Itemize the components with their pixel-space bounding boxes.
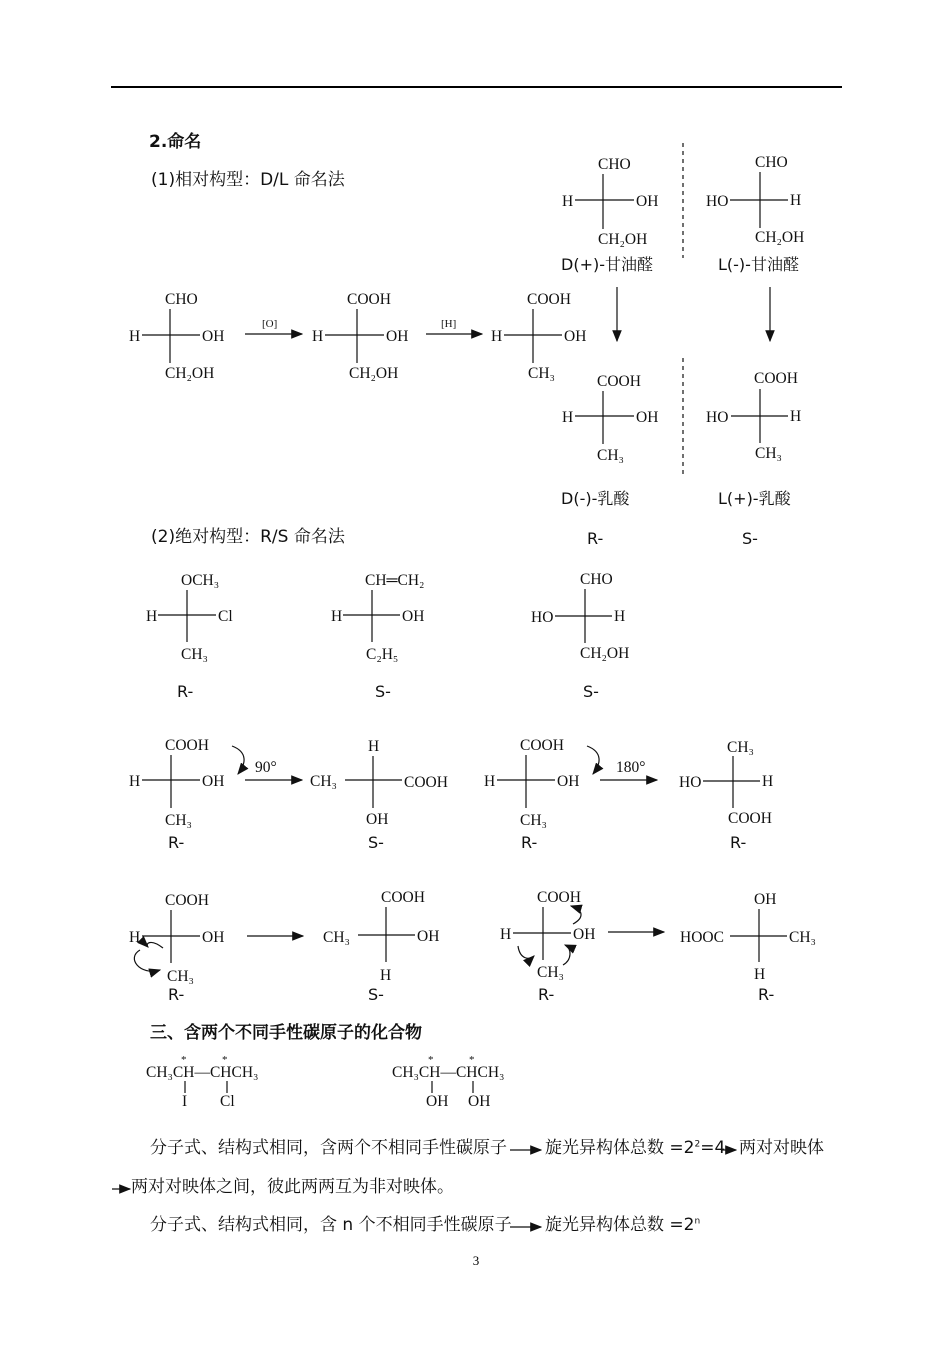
swap-curve-2b xyxy=(518,946,534,958)
r4b-h: H xyxy=(368,738,380,755)
r2-h: H xyxy=(129,328,141,345)
example-vinyl xyxy=(331,572,424,701)
r5a-cooh: COOH xyxy=(165,892,209,909)
d-lac-cooh: COOH xyxy=(597,373,641,390)
r2c-h: H xyxy=(491,328,503,345)
d-lac-h: H xyxy=(562,409,574,426)
l-lac-ho: HO xyxy=(706,409,729,426)
r4c-oh: OH xyxy=(557,773,580,790)
swap-after-2 xyxy=(680,891,816,1004)
l-gly-ho: HO xyxy=(706,193,729,210)
ex1-och3: OCH₃ xyxy=(181,572,220,589)
rot90-before xyxy=(129,737,224,852)
r4c-cooh: COOH xyxy=(520,737,564,754)
l-glyceraldehyde xyxy=(706,154,804,274)
c2-main: CH₃CH—CHCH₃ xyxy=(392,1064,505,1081)
reagent-reduction: [H] xyxy=(441,318,457,330)
r5b-h: H xyxy=(380,967,392,984)
ex2-c2h5: C₂H₅ xyxy=(366,646,399,663)
rotate-180-curve xyxy=(587,746,599,774)
ex3-ch2oh: CH₂OH xyxy=(580,645,630,662)
r4c-ch3: CH₃ xyxy=(520,812,547,829)
l-lac-ch3: CH₃ xyxy=(755,445,782,462)
d-lac-config: R- xyxy=(587,529,604,548)
rot90-after xyxy=(310,738,448,852)
d-glyceraldehyde xyxy=(561,156,658,274)
r4d-config: R- xyxy=(730,833,747,852)
para1-total: 旋光异构体总数 =2 xyxy=(545,1138,695,1158)
r5c-h: H xyxy=(500,926,512,943)
ex3-config: S- xyxy=(583,682,599,701)
r5d-config: R- xyxy=(758,985,775,1004)
ex1-cl: Cl xyxy=(218,608,233,625)
section-three-title: 三、含两个不同手性碳原子的化合物 xyxy=(150,1023,422,1043)
r4a-config: R- xyxy=(168,833,185,852)
rotate-90-curve xyxy=(232,746,244,774)
swap-curve-2c xyxy=(563,945,570,965)
r5a-h: H xyxy=(129,929,141,946)
r4b-config: S- xyxy=(368,833,384,852)
r5d-h: H xyxy=(754,966,766,983)
r4d-cooh: COOH xyxy=(728,810,772,827)
para3-text-a: 分子式、结构式相同，含 n 个不相同手性碳原子 xyxy=(150,1215,512,1235)
r2b-ch2oh: CH₂OH xyxy=(349,365,399,382)
r5c-oh: OH xyxy=(573,926,596,943)
c2-oh-2: OH xyxy=(468,1093,491,1110)
r4a-h: H xyxy=(129,773,141,790)
c2-star-1: * xyxy=(428,1054,434,1066)
c1-main: CH₃CH—CHCH₃ xyxy=(146,1064,259,1081)
para1-result: =4 xyxy=(700,1138,726,1158)
r4a-oh: OH xyxy=(202,773,225,790)
ex2-vinyl: CH═CH₂ xyxy=(365,572,425,589)
page-number: 3 xyxy=(472,1253,480,1268)
ex3-h: H xyxy=(614,608,626,625)
swap-curve-1 xyxy=(134,950,160,971)
r4c-config: R- xyxy=(521,833,538,852)
l-lac-name: L(+)-乳酸 xyxy=(718,489,791,508)
c1-iodo: I xyxy=(182,1093,188,1110)
l-gly-name: L(-)-甘油醛 xyxy=(718,255,799,274)
ex1-config: R- xyxy=(177,682,194,701)
ex2-config: S- xyxy=(375,682,391,701)
row2-lactic-acid xyxy=(491,291,586,382)
ex3-cho: CHO xyxy=(580,571,613,588)
l-lac-cooh: COOH xyxy=(754,370,798,387)
r2-cho: CHO xyxy=(165,291,198,308)
l-lactic-acid xyxy=(706,370,801,548)
rot180-before xyxy=(484,737,579,852)
r5b-oh: OH xyxy=(417,928,440,945)
r5c-cooh: COOH xyxy=(537,889,581,906)
subsection-absolute: (2)绝对构型：R/S 命名法 xyxy=(151,527,345,547)
swap-curve-2a xyxy=(571,906,581,924)
r5b-ch3: CH₃ xyxy=(323,929,350,946)
example-glyceraldehyde xyxy=(531,571,629,701)
r5d-ch3: CH₃ xyxy=(789,929,816,946)
row2-glyceric-acid xyxy=(312,291,408,382)
l-lac-h: H xyxy=(790,408,802,425)
r2-ch2oh: CH₂OH xyxy=(165,365,215,382)
rotate-180-label: 180° xyxy=(616,759,646,776)
r4d-h: H xyxy=(762,773,774,790)
c1-star-1: * xyxy=(181,1054,187,1066)
l-gly-ch2oh: CH₂OH xyxy=(755,229,805,246)
ex3-ho: HO xyxy=(531,609,554,626)
r5b-config: S- xyxy=(368,985,384,1004)
c2-oh-1: OH xyxy=(426,1093,449,1110)
r5a-ch3: CH₃ xyxy=(167,968,194,985)
rotate-90-label: 90° xyxy=(255,759,277,776)
l-lac-config: S- xyxy=(742,529,758,548)
subsection-relative: (1)相对构型：D/L 命名法 xyxy=(151,170,345,190)
r2b-cooh: COOH xyxy=(347,291,391,308)
swap-before-2 xyxy=(500,889,595,1004)
r5a-config: R- xyxy=(168,985,185,1004)
r4b-oh: OH xyxy=(366,811,389,828)
r2c-ch3: CH₃ xyxy=(528,365,555,382)
r4c-h: H xyxy=(484,773,496,790)
r5b-cooh: COOH xyxy=(381,889,425,906)
r5a-oh: OH xyxy=(202,929,225,946)
r4d-ch3: CH₃ xyxy=(727,739,754,756)
r4a-ch3: CH₃ xyxy=(165,812,192,829)
reagent-oxidation: [O] xyxy=(262,318,278,330)
r2b-h: H xyxy=(312,328,324,345)
c2-star-2: * xyxy=(469,1054,475,1066)
d-lac-name: D(-)-乳酸 xyxy=(561,489,630,508)
r2c-cooh: COOH xyxy=(527,291,571,308)
compound-1 xyxy=(146,1054,258,1110)
r2b-oh: OH xyxy=(386,328,409,345)
compound-2 xyxy=(392,1054,504,1110)
r5c-config: R- xyxy=(538,985,555,1004)
d-lac-oh: OH xyxy=(636,409,659,426)
para3-total: 旋光异构体总数 =2 xyxy=(545,1215,695,1235)
r5d-hooc: HOOC xyxy=(680,929,724,946)
l-gly-h: H xyxy=(790,192,802,209)
ex1-h: H xyxy=(146,608,158,625)
d-lac-ch3: CH₃ xyxy=(597,447,624,464)
d-gly-ch2oh: CH₂OH xyxy=(598,231,648,248)
ex1-ch3: CH₃ xyxy=(181,646,208,663)
r2c-oh: OH xyxy=(564,328,587,345)
para1-text-d: 两对对映体 xyxy=(739,1138,824,1158)
d-lactic-acid xyxy=(561,373,658,548)
r4d-ho: HO xyxy=(679,774,702,791)
r4b-cooh: COOH xyxy=(404,774,448,791)
ex2-h: H xyxy=(331,608,343,625)
r5d-oh: OH xyxy=(754,891,777,908)
d-gly-name: D(+)-甘油醛 xyxy=(561,255,653,274)
c1-chloro: Cl xyxy=(220,1093,235,1110)
r4b-ch3: CH₃ xyxy=(310,773,337,790)
row2-glyceraldehyde xyxy=(129,291,224,382)
rot180-after xyxy=(679,739,773,852)
para3-exponent: n xyxy=(694,1216,701,1227)
l-gly-cho: CHO xyxy=(755,154,788,171)
swap-before-1 xyxy=(129,892,224,1004)
d-gly-h: H xyxy=(562,193,574,210)
d-gly-oh: OH xyxy=(636,193,659,210)
section-title: 2.命名 xyxy=(149,132,202,152)
example-och3 xyxy=(146,572,233,701)
ex2-oh: OH xyxy=(402,608,425,625)
r2-oh: OH xyxy=(202,328,225,345)
d-gly-cho: CHO xyxy=(598,156,631,173)
para1-text-a: 分子式、结构式相同，含两个不相同手性碳原子 xyxy=(150,1138,507,1158)
c1-star-2: * xyxy=(222,1054,228,1066)
para2-text: 两对对映体之间，彼此两两互为非对映体。 xyxy=(131,1177,454,1197)
swap-after-1 xyxy=(323,889,439,1004)
r5c-ch3: CH₃ xyxy=(537,964,564,981)
para1-exponent: 2 xyxy=(694,1139,701,1150)
r4a-cooh: COOH xyxy=(165,737,209,754)
